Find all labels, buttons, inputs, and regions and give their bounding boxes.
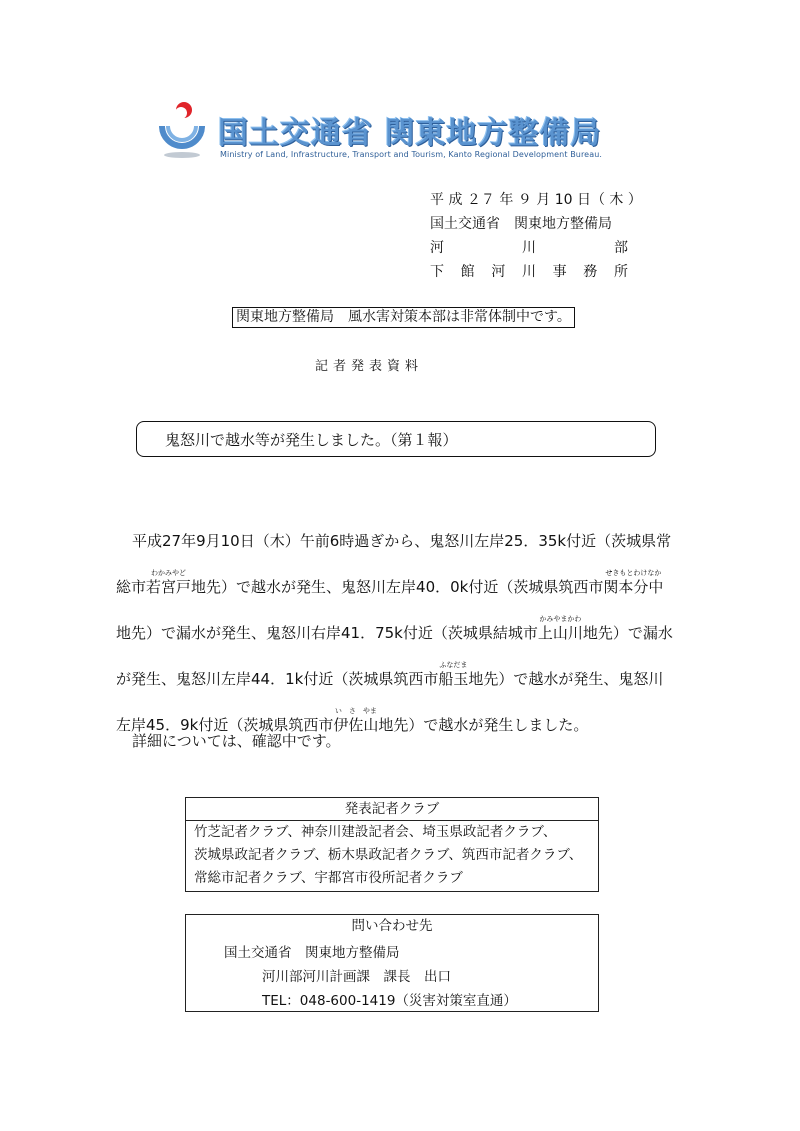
ruby-funadama: ふなだま 船玉 bbox=[438, 661, 469, 688]
body-line-5: 左岸45．9k付近（茨城県筑西市 い さ やま 伊佐山地先）で越水が発生しました。 bbox=[116, 707, 589, 734]
contact-organization: 国土交通省 関東地方整備局 bbox=[224, 945, 400, 961]
body-line-1: 平成27年9月10日（木）午前6時過ぎから、鬼怒川左岸25．35k付近（茨城県常 bbox=[132, 532, 672, 550]
body-line-4: が発生、鬼怒川左岸44．1k付近（茨城県筑西市 ふなだま 船玉地先）で越水が発生、鬼怒川 bbox=[116, 661, 664, 688]
press-release-label: 記者発表資料 bbox=[315, 359, 424, 374]
contact-heading: 問い合わせ先 bbox=[351, 918, 433, 934]
issuer-block bbox=[430, 188, 640, 284]
issuer-office: 下 館 河 川 事 務 所 bbox=[430, 264, 628, 280]
ministry-logo bbox=[150, 96, 620, 166]
press-club-line: 竹芝記者クラブ、神奈川建設記者会、埼玉県政記者クラブ、 bbox=[194, 824, 557, 840]
contact-box bbox=[185, 914, 599, 1012]
issue-date: 平 成 ２７ 年 ９ 月 10 日（ 木 ） bbox=[430, 192, 642, 208]
logo-title-jp: 国土交通省 関東地方整備局 bbox=[218, 116, 602, 151]
contact-person: 河川部河川計画課 課長 出口 bbox=[262, 969, 451, 985]
issuer-ministry: 国土交通省 関東地方整備局 bbox=[430, 216, 612, 232]
body-paragraph bbox=[116, 505, 695, 750]
press-club-heading: 発表記者クラブ bbox=[186, 798, 598, 821]
emergency-notice: 関東地方整備局 風水害対策本部は非常体制中です。 bbox=[232, 307, 575, 328]
body-line-3: 地先）で漏水が発生、鬼怒川右岸41．75k付近（茨城県結城市 かみやまかわ 上山川地先）で漏水 bbox=[116, 615, 673, 642]
release-title-box bbox=[136, 421, 656, 457]
press-club-box bbox=[185, 797, 599, 892]
ruby-isayama: い さ やま 伊佐山 bbox=[333, 707, 379, 734]
press-club-line: 茨城県政記者クラブ、栃木県政記者クラブ、筑西市記者クラブ、 bbox=[194, 847, 583, 863]
press-club-line: 常総市記者クラブ、宇都宮市役所記者クラブ bbox=[194, 870, 463, 886]
body-detail-line: 詳細については、確認中です。 bbox=[132, 732, 341, 750]
press-club-list bbox=[186, 821, 598, 890]
logo-title-en: Ministry of Land, Infrastructure, Transport and Tourism, Kanto Regional Development Bureau. bbox=[220, 150, 603, 159]
release-title: 鬼怒川で越水等が発生しました。（第１報） bbox=[165, 431, 458, 449]
ruby-kamiyamakawa: かみやまかわ 上山川 bbox=[537, 615, 583, 642]
ministry-emblem-icon bbox=[150, 96, 214, 160]
body-line-2: 総市 わかみやど 若宮戸地先）で越水が発生、鬼怒川左岸40．0k付近（茨城県筑西市 せきもとわけなか 関本分中 bbox=[116, 569, 664, 596]
contact-phone: TEL：048-600-1419（災害対策室直通） bbox=[262, 993, 517, 1009]
issuer-department: 河 川 部 bbox=[430, 240, 628, 256]
ruby-wakamiyado: わかみやど 若宮戸 bbox=[146, 569, 192, 596]
ruby-sekimotowakenaka: せきもとわけなか 関本分中 bbox=[603, 569, 664, 596]
